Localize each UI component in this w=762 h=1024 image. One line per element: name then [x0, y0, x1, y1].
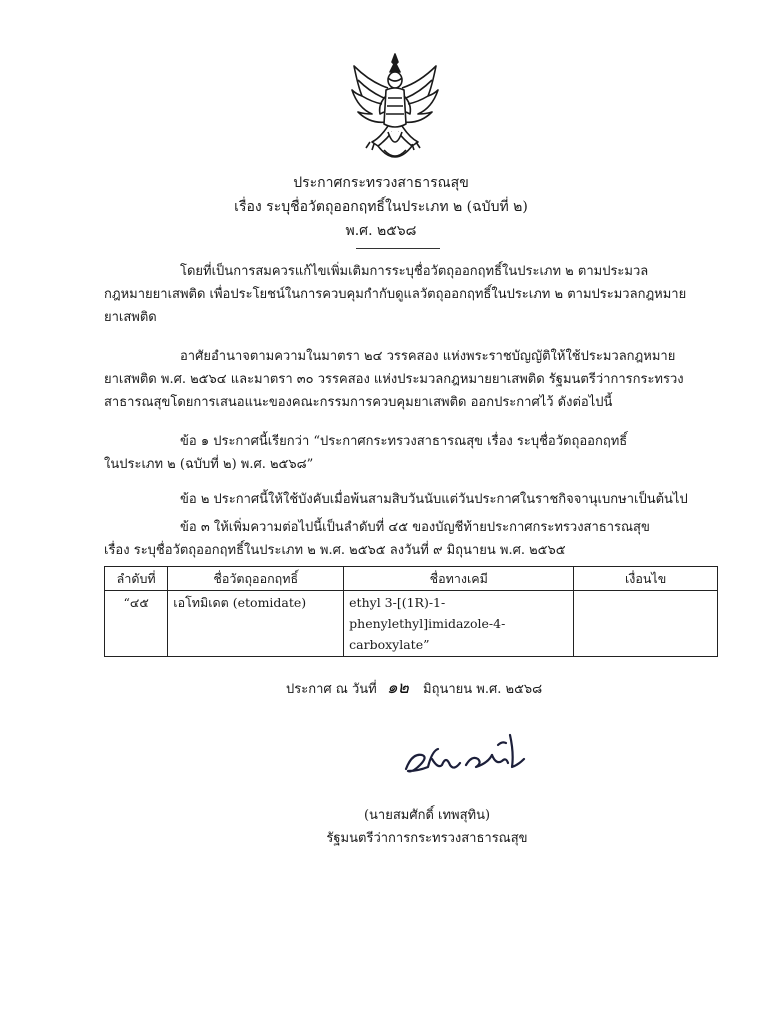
- clause-1: [104, 430, 724, 476]
- paragraph-line: โดยที่เป็นการสมควรแก้ไขเพิ่มเติมการระบุชื่อวัตถุออกฤทธิ์ในประเภท ๒ ตามประมวล: [180, 264, 649, 279]
- clause-3: [104, 516, 724, 562]
- column-header-order: ลำดับที่: [105, 567, 168, 591]
- cell-chemical-name: ethyl 3-[(1R)-1- phenylethyl]imidazole-4- carboxylate”: [344, 591, 574, 657]
- signer-name: (นายสมศักดิ์ เทพสุทิน): [363, 808, 491, 823]
- table-row: [105, 591, 718, 657]
- column-header-conditions: เงื่อนไข: [574, 567, 718, 591]
- table-header-row: [105, 567, 718, 591]
- heading-divider: [356, 248, 440, 249]
- paragraph-line: ในประเภท ๒ (ฉบับที่ ๒) พ.ศ. ๒๕๖๘”: [104, 457, 314, 472]
- paragraph-line: ข้อ ๑ ประกาศนี้เรียกว่า “ประกาศกระทรวงสาธารณสุข เรื่อง ระบุชื่อวัตถุออกฤทธิ์: [180, 434, 628, 449]
- substance-table: [104, 566, 718, 657]
- cell-conditions: [574, 591, 718, 657]
- announcement-title: ประกาศกระทรวงสาธารณสุข: [293, 175, 469, 191]
- paragraph-line: เรื่อง ระบุชื่อวัตถุออกฤทธิ์ในประเภท ๒ พ.ศ. ๒๕๖๕ ลงวันที่ ๙ มิถุนายน พ.ศ. ๒๕๖๕: [104, 543, 566, 558]
- paragraph-line: ยาเสพติด: [104, 310, 157, 325]
- signer-title: รัฐมนตรีว่าการกระทรวงสาธารณสุข: [326, 831, 528, 846]
- paragraph-line: สาธารณสุขโดยการเสนอแนะของคณะกรรมการควบคุมยาเสพติด ออกประกาศไว้ ดังต่อไปนี้: [104, 395, 613, 410]
- signature-icon: [398, 725, 538, 785]
- announcement-subject: เรื่อง ระบุชื่อวัตถุออกฤทธิ์ในประเภท ๒ (ฉบับที่ ๒): [234, 199, 528, 215]
- clause-2: [104, 488, 724, 511]
- paragraph-line: อาศัยอำนาจตามความในมาตรา ๒๔ วรรคสอง แห่งพระราชบัญญัติให้ใช้ประมวลกฎหมาย: [180, 349, 676, 364]
- paragraph-line: ยาเสพติด พ.ศ. ๒๕๖๔ และมาตรา ๓๐ วรรคสอง แห่งประมวลกฎหมายยาเสพติด รัฐมนตรีว่าการกระทรวง: [104, 372, 684, 387]
- announcement-date: [286, 677, 542, 701]
- announcement-year: พ.ศ. ๒๕๖๘: [345, 223, 417, 239]
- paragraph-preamble: [104, 260, 724, 329]
- paragraph-authority: [104, 345, 724, 414]
- paragraph-line: ข้อ ๒ ประกาศนี้ให้ใช้บังคับเมื่อพ้นสามสิบวันนับแต่วันประกาศในราชกิจจานุเบกษาเป็นต้นไป: [180, 492, 688, 507]
- announce-day: ๑๒: [386, 678, 409, 698]
- cell-order: “๔๕: [105, 591, 168, 657]
- column-header-substance: ชื่อวัตถุออกฤทธิ์: [168, 567, 344, 591]
- paragraph-line: ข้อ ๓ ให้เพิ่มความต่อไปนี้เป็นลำดับที่ ๔๕ ของบัญชีท้ายประกาศกระทรวงสาธารณสุข: [180, 520, 650, 535]
- paragraph-line: กฎหมายยาเสพติด เพื่อประโยชน์ในการควบคุมกำกับดูแลวัตถุออกฤทธิ์ในประเภท ๒ ตามประมวลกฎหมาย: [104, 287, 687, 302]
- announce-month-year: มิถุนายน พ.ศ. ๒๕๖๘: [423, 682, 543, 697]
- cell-substance: เอโทมิเดต (etomidate): [168, 591, 344, 657]
- column-header-chemical-name: ชื่อทางเคมี: [344, 567, 574, 591]
- garuda-emblem-icon: [348, 52, 442, 170]
- announce-prefix: ประกาศ ณ วันที่: [286, 682, 377, 697]
